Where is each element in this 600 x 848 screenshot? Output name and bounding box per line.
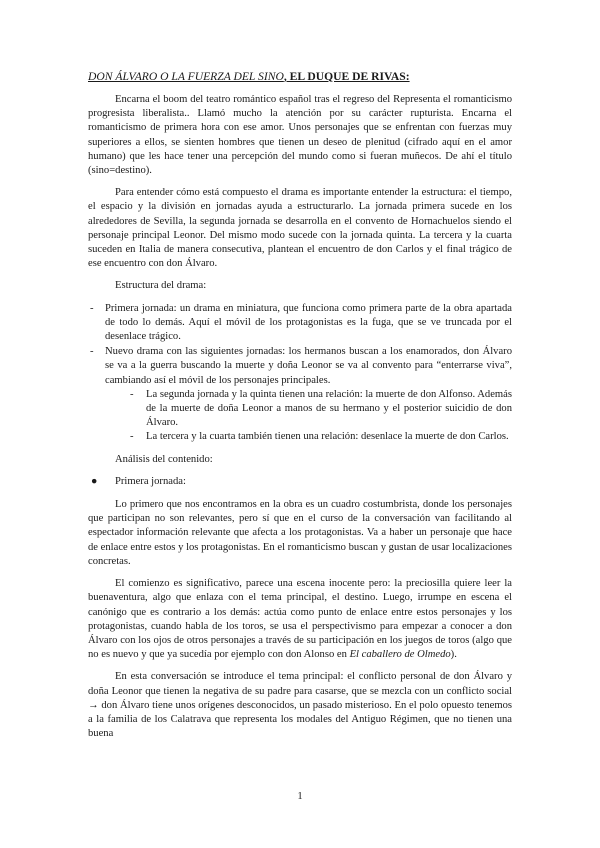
paragraph-comienzo xyxy=(88,577,512,662)
title-work-name: DON ÁLVARO O LA FUERZA DEL SINO xyxy=(88,70,284,83)
paragraph-conversacion: En esta conversación se introduce el tema principal: el conflicto personal de don Álvaro y doña Leonor que tienen la negativa de su padre para casarse, que se mezcla con un conflicto social → don Álvaro tiene unos orígenes desconocidos, un pasado misterioso. En el polo opuesto tenemos a la familia de los Calatrava que representa los modales del Antiguo Régimen, que no tienen una buena xyxy=(88,671,512,740)
document-title xyxy=(88,69,512,84)
sublist-item xyxy=(128,430,512,444)
structure-heading: Estructura del drama: xyxy=(115,280,207,292)
dash-marker: - xyxy=(130,431,134,443)
analysis-bullet-text: Primera jornada: xyxy=(115,475,186,487)
paragraph-costumbrista: Lo primero que nos encontramos en la obra es un cuadro costumbrista, donde los personajes que participan no son relevantes, pero sí que en el curso de la conversación van facilitando al espectador información relevante que afecta a los protagonistas. Va a haber un personaje que hace de enlace entre estos y los protagonistas. En el romanticismo buscan y gustan de usar localizaciones concretas. xyxy=(88,499,512,567)
list-item xyxy=(88,302,512,345)
paragraph-structure: Para entender cómo está compuesto el drama es importante entender la estructura: el tiempo, el espacio y la división en jornadas ayuda a estructurarlo. La jornada primera sucede en los alrededores de Sevilla, la segunda jornada se desarrolla en el convento de Hornachuelos siendo el personaje principal Leonor. Del mismo modo sucede con la jornada quinta. La tercera y la cuarta suceden en Italia de manera consecutiva, plantean el encuentro de don Carlos y el final trágico de ese encuentro con don Álvaro. xyxy=(88,187,512,270)
dash-marker: - xyxy=(90,302,94,314)
list-item xyxy=(88,345,512,444)
work-title-caballero: El caballero de Olmedo xyxy=(349,649,451,661)
bullet-dot-icon: ● xyxy=(91,475,98,487)
analysis-bullet xyxy=(88,475,512,489)
paragraph-comienzo-text: El comienzo es significativo, parece una escena inocente pero: la preciosilla quiere leer la buenaventura, algo que enlaza con el tema principal, el destino. Luego, irrumpe en escena el canónigo que es contrario a los demás: actúa como punto de enlace entre estos personajes y los protagonistas, cuando habla de los toros, se usa el perspectivismo para empezar a conocer a don Álvaro con los ojos de otros personajes a través de su participación en los juegos de toros (algo que no es nuevo y que ya sucedía por ejemplo con don Alonso en xyxy=(88,578,512,661)
paragraph-intro: Encarna el boom del teatro romántico español tras el regreso del Representa el romanticismo progresista liberalista.. Llamó mucho la atención por su carácter rupturista. Encarna el romanticismo de primera hora con ese amor. Unos personajes que se enfrentan con fuerzas muy superiores a ellos, se sienten hombres que tienen un deseo de plenitud (cifrado aquí en el amor humano) que les hace tener una percepción del mundo como si fueran muñecos. De ahí el título (sino=destino). xyxy=(88,94,512,177)
paragraph-comienzo-end: ). xyxy=(450,649,457,661)
sublist-item xyxy=(128,388,512,431)
list-item-text: Primera jornada: un drama en miniatura, que funciona como primera parte de la obra apartada de todo lo demás. Aquí el móvil de los protagonistas es la fuga, que se ve truncada por el desenlace trágico. xyxy=(105,302,512,343)
dash-marker: - xyxy=(130,388,134,400)
sublist-item-text: La tercera y la cuarta también tienen una relación: desenlace la muerte de don Carlos. xyxy=(146,431,509,443)
sublist-item-text: La segunda jornada y la quinta tienen una relación: la muerte de don Alfonso. Además de la muerte de doña Leonor a manos de su hermano y el posterior suicidio de don Álvaro. xyxy=(146,388,512,429)
list-item-text: Nuevo drama con las siguientes jornadas: los hermanos buscan a los enamorados, don Álvaro se va a la guerra buscando la muerte y doña Leonor se va al convento para “enterrarse viva”, cambiando así el móvil de los personajes principales. xyxy=(105,346,512,386)
title-author: , EL DUQUE DE RIVAS: xyxy=(283,70,410,83)
page-number: 1 xyxy=(297,791,303,802)
analysis-heading: Análisis del contenido: xyxy=(115,453,213,465)
structure-list xyxy=(88,302,512,445)
dash-marker: - xyxy=(90,346,94,358)
structure-sublist xyxy=(105,388,512,445)
